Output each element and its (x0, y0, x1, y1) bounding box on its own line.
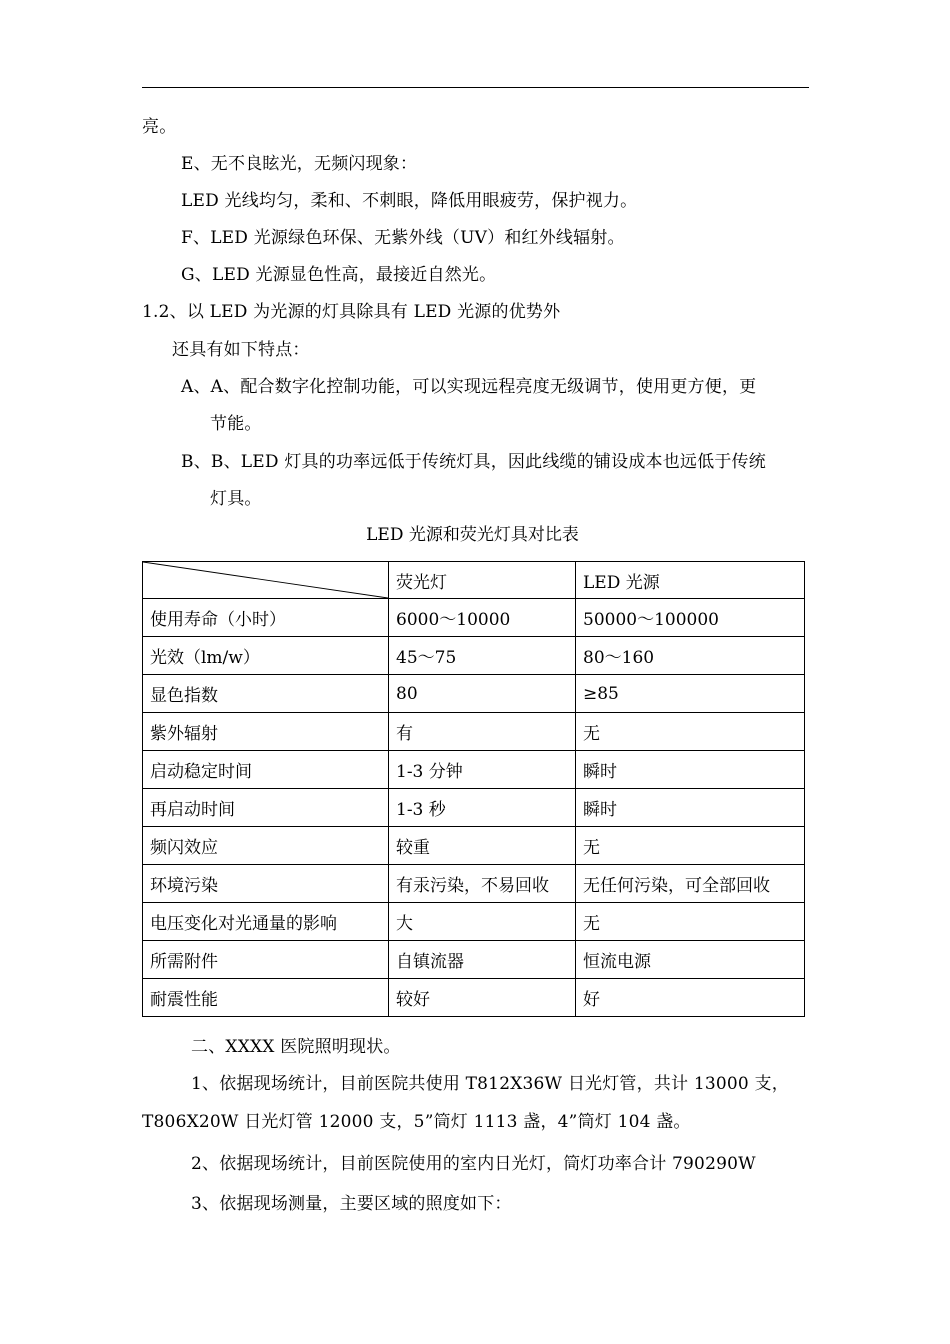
table-cell: 无 (576, 713, 805, 751)
table-cell: 45～75 (389, 637, 576, 675)
table-cell: 瞬时 (576, 789, 805, 827)
paragraph-item-e: E、无不良眩光，无频闪现象： (181, 154, 418, 174)
paragraph-led-uniform: LED 光线均匀，柔和、不刺眼，降低用眼疲劳，保护视力。 (181, 191, 638, 211)
table-row (143, 637, 805, 675)
paragraph-item-f: F、LED 光源绿色环保、无紫外线（UV）和红外线辐射。 (181, 228, 625, 248)
table-cell: 瞬时 (576, 751, 805, 789)
table-row-label: 光效（lm/w） (143, 637, 389, 675)
table-row (143, 675, 805, 713)
table-cell: 无 (576, 827, 805, 865)
paragraph-stat-1-line2: T806X20W 日光灯管 12000 支，5”筒灯 1113 盏，4”筒灯 104 盏。 (142, 1112, 691, 1132)
list-item-b-line1: B、B、LED 灯具的功率远低于传统灯具，因此线缆的铺设成本也远低于传统 (181, 452, 766, 472)
table-cell: ≥85 (576, 675, 805, 713)
table-cell: 恒流电源 (576, 941, 805, 979)
diagonal-divider (143, 562, 388, 598)
table-cell: 较重 (389, 827, 576, 865)
table-cell: 无任何污染，可全部回收 (576, 865, 805, 903)
table-header-fluorescent: 荧光灯 (389, 562, 576, 599)
table-row-label: 启动稳定时间 (143, 751, 389, 789)
table-row (143, 751, 805, 789)
table-row-label: 耐震性能 (143, 979, 389, 1017)
paragraph-stat-2: 2、依据现场统计，目前医院使用的室内日光灯，筒灯功率合计 790290W (191, 1154, 756, 1174)
table-row-label: 电压变化对光通量的影响 (143, 903, 389, 941)
table-cell: 有 (389, 713, 576, 751)
table-cell: 1-3 秒 (389, 789, 576, 827)
table-row (143, 865, 805, 903)
table-cell: 80～160 (576, 637, 805, 675)
table-row (143, 979, 805, 1017)
table-row-label: 紫外辐射 (143, 713, 389, 751)
table-cell: 较好 (389, 979, 576, 1017)
table-cell: 6000～10000 (389, 599, 576, 637)
table-cell: 50000～100000 (576, 599, 805, 637)
table-header-led: LED 光源 (576, 562, 805, 599)
table-row-label: 频闪效应 (143, 827, 389, 865)
section-heading-2: 二、XXXX 医院照明现状。 (191, 1037, 401, 1057)
table-row-label: 使用寿命（小时） (143, 599, 389, 637)
list-item-a-line2: 节能。 (210, 414, 262, 434)
table-cell: 无 (576, 903, 805, 941)
table-row (143, 713, 805, 751)
table-row (143, 941, 805, 979)
table-row (143, 903, 805, 941)
table-row-label: 环境污染 (143, 865, 389, 903)
table-cell: 大 (389, 903, 576, 941)
paragraph-features-intro: 还具有如下特点： (172, 340, 310, 360)
table-cell: 好 (576, 979, 805, 1017)
comparison-table (142, 561, 805, 1017)
table-row-label: 再启动时间 (143, 789, 389, 827)
table-row (143, 599, 805, 637)
paragraph-item-g: G、LED 光源显色性高，最接近自然光。 (181, 265, 497, 285)
table-row-label: 所需附件 (143, 941, 389, 979)
paragraph-stat-3: 3、依据现场测量，主要区域的照度如下： (191, 1194, 512, 1214)
table-corner-cell (143, 562, 389, 599)
table-row (143, 789, 805, 827)
table-cell: 1-3 分钟 (389, 751, 576, 789)
section-heading-1-2: 1.2、以 LED 为光源的灯具除具有 LED 光源的优势外 (142, 302, 561, 322)
paragraph-continuation: 亮。 (142, 117, 177, 137)
table-cell: 有汞污染，不易回收 (389, 865, 576, 903)
table-row (143, 827, 805, 865)
list-item-b-line2: 灯具。 (210, 489, 262, 509)
table-row-label: 显色指数 (143, 675, 389, 713)
table-header-row (143, 562, 805, 599)
list-item-a-line1: A、A、配合数字化控制功能，可以实现远程亮度无级调节，使用更方便，更 (181, 377, 757, 397)
table-cell: 80 (389, 675, 576, 713)
table-caption: LED 光源和荧光灯具对比表 (366, 525, 579, 545)
table-cell: 自镇流器 (389, 941, 576, 979)
paragraph-stat-1-line1: 1、依据现场统计，目前医院共使用 T812X36W 日光灯管，共计 13000 支， (191, 1074, 789, 1094)
header-rule (142, 87, 809, 88)
